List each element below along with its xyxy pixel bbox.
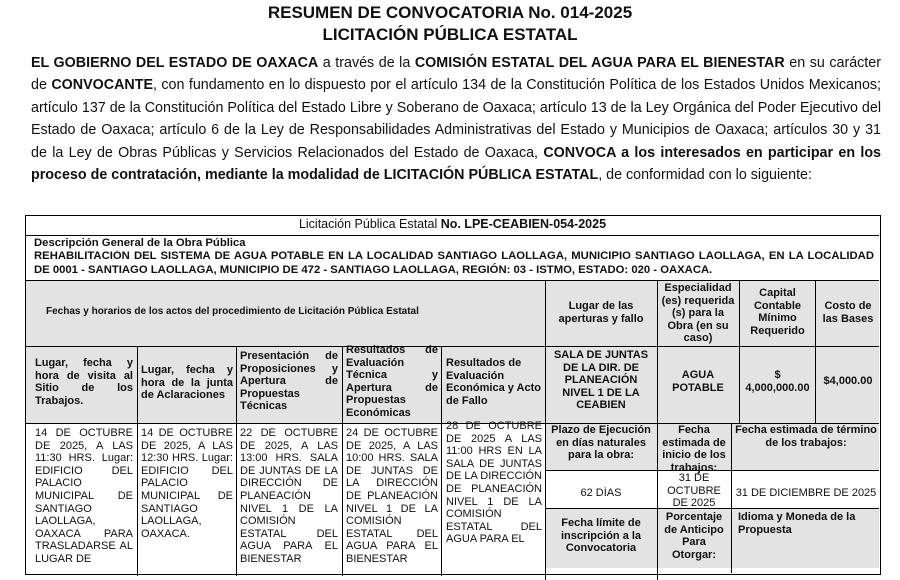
especialidad-header: Especialidad (es) requerida (s) para la Obra (en su caso) [661,282,735,345]
resultados-tecnica-value: 24 DE OCTUBRE DE 2025, A LAS 10:00 HRS. SALA DE JUNTAS DE LA DIRECCIÓN DE PLANEACIÓN NIVEL 1 DE LA COMISIÓN ESTATAL DEL AGUA PARA EL BIENESTAR [346,427,438,565]
inicio-header: Fecha estimada de inicio de los trabajos: [662,424,726,474]
inicio-value: 31 DE OCTUBRE DE 2025 [667,472,721,510]
junta-header: Lugar, fecha y hora de la junta de Aclaraciones [141,364,233,402]
costo-value: $4,000.00 [823,375,873,387]
description-label: Descripción General de la Obra Pública [34,237,246,249]
licitacion-number-row: Licitación Pública Estatal No. LPE-CEABIEN-054-2025 [298,218,607,231]
especialidad-value: AGUA POTABLE [672,369,724,394]
intro-paragraph: EL GOBIERNO DEL ESTADO DE OAXACA a través de la COMISIÓN ESTATAL DEL AGUA PARA EL BIENESTAR en su carácter de CONVOCANTE, con fundamento en lo dispuesto por el artículo 134 de la Constitución Política de los Estados Unidos Mexicanos; artículo 137 de la Constitución Política del Estado Libre y Soberano de Oaxaca; artículo 13 de la Ley Orgánica del Poder Ejecutivo del Estado de Oaxaca; artículo 6 de la Ley de Responsabilidades Administrativas del Estado y Municipios de Oaxaca; artículos 30 y 31 de la Ley de Obras Públicas y Servicios Relacionados del Estado de Oaxaca, CONVOCA a los interesados en participar en los proceso de contratación, mediante la modalidad de LICITACIÓN PÚBLICA ESTATAL, de conformidad con lo siguiente: [31,55,882,184]
termino-value: 31 DE DICIEMBRE DE 2025 [735,487,877,499]
plazo-header: Plazo de Ejecución en días naturales para la obra: [551,424,651,462]
licitacion-number: No. LPE-CEABIEN-054-2025 [440,218,607,231]
idioma-header: Idioma y Moneda de la Propuesta [738,511,856,536]
junta-value: 14 DE OCTUBRE DE 2025, A LAS 12:30 HRS. Lugar: EDIFICIO DEL PALACIO MUNICIPAL DE SANTIAGO LAOLLAGA, OAXACA. [141,427,233,540]
lugar-header: Lugar de las aperturas y fallo [558,300,644,325]
visita-value: 14 DE OCTUBRE DE 2025, A LAS 11:30 HRS. Lugar: EDIFICIO DEL PALACIO MUNICIPAL DE SANTIAGO LAOLLAGA, OAXACA PARA TRASLADARSE AL LUGAR DE [35,427,133,565]
presentacion-header: Presentación de Proposiciones y Apertura de Propuestas Técnicas [240,350,338,413]
lugar-value: SALA DE JUNTAS DE LA DIR. DE PLANEACIÓN NIVEL 1 DE LA CEABIEN [553,349,649,412]
modality: LICITACIÓN PÚBLICA ESTATAL [383,167,599,184]
description-text: REHABILITACIÓN DEL SISTEMA DE AGUA POTABLE EN LA LOCALIDAD SANTIAGO LAOLLAGA, MUNICIPIO SANTIAGO LAOLLAGA, EN LA LOCALIDAD DE 0001 - SANTIAGO LAOLLAGA, MUNICIPIO DE 472 - SANTIAGO LAOLLAGA, REGIÓN: 03 - ISTMO, ESTADO: 020 - OAXACA. [34,250,874,276]
costo-header: Costo de las Bases [822,300,874,325]
document-subtitle: LICITACIÓN PÚBLICA ESTATAL [322,25,578,44]
issuer: EL GOBIERNO DEL ESTADO DE OAXACA [31,55,319,71]
convoca-text: CONVOCA a los interesados en participar en los proceso de contratación, mediante la modalidad de [31,144,882,184]
capital-value: $ 4,000,000.00 [745,369,810,394]
document-title: RESUMEN DE CONVOCATORIA No. 014-2025 [267,3,633,22]
presentacion-value: 22 DE OCTUBRE DE 2025, A LAS 13:00 HRS. SALA DE JUNTAS DE LA DIRECCIÓN DE PLANEACIÓN NIVEL 1 DE LA COMISIÓN ESTATAL DEL AGUA PARA EL BIENESTAR [240,427,338,565]
resultados-tecnica-header: Resultados de Evaluación Técnica y Apertura de Propuestas Económicas [346,344,438,419]
termino-header: Fecha estimada de término de los trabajos: [735,424,877,449]
agency: COMISIÓN ESTATAL DEL AGUA PARA EL BIENESTAR [414,55,785,71]
limite-header: Fecha límite de inscripción a la Convocatoria [560,517,642,555]
summary-table [25,215,881,575]
resultados-economica-header: Resultados de Evaluación Económica y Acto de Fallo [446,357,541,407]
capital-header: Capital Contable Mínimo Requerido [750,287,805,337]
fechas-header: Fechas y horarios de los actos del procedimiento de Licitación Pública Estatal [46,306,419,317]
role: CONVOCANTE [51,77,153,94]
plazo-value: 62 DÍAS [580,487,622,499]
visita-header: Lugar, fecha y hora de visita al Sitio de los Trabajos. [35,357,133,407]
anticipo-header: Porcentaje de Anticipo Para Otorgar: [664,511,724,561]
resultados-economica-value: 28 DE OCTUBRE DE 2025 A LAS 11:00 HRS EN LA SALA DE JUNTAS DE LA DIRECCIÓN DE PLANEACIÓN NIVEL 1 DE LA COMISIÓN ESTATAL DEL AGUA PARA EL [446,420,542,546]
